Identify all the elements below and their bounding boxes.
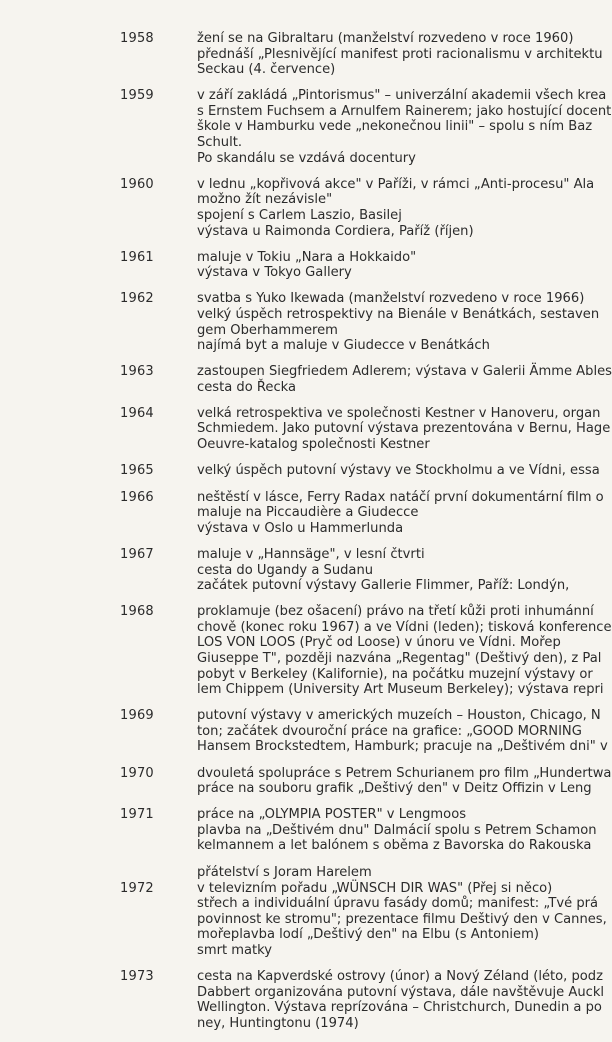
entry-year-label: 1960 <box>120 176 154 192</box>
entry-year <box>0 490 160 506</box>
entry-text <box>160 88 611 166</box>
entry-year <box>0 88 160 104</box>
entry-text-line: výstava v Tokyo Gallery <box>197 265 352 281</box>
entry-year-label: 1965 <box>120 463 154 479</box>
entry-text-line: práce na „OLYMPIA POSTER" v Lengmoos <box>197 807 467 823</box>
entry-text-line: Schmiedem. Jako putovní výstava prezentována v Bernu, Hage <box>197 421 611 437</box>
chronology-entry <box>0 463 600 479</box>
entry-year-label: 1958 <box>120 31 154 46</box>
entry-text-line: přednáší „Plesnivějící manifest proti racionalismu v architektu <box>197 46 603 62</box>
entry-text-line: maluje v „Hannsäge", v lesní čtvrti <box>197 546 425 562</box>
chronology-entry <box>0 291 600 353</box>
entry-year <box>0 547 160 563</box>
entry-year <box>0 463 160 479</box>
entry-text-line: v září zakládá „Pintorismus" – univerzální akademii všech krea <box>197 88 607 104</box>
entry-text-line: začátek putovní výstavy Gallerie Flimmer, Paříž: Londýn, <box>197 578 570 594</box>
entry-text-line: ney, Huntingtonu (1974) <box>197 1015 359 1031</box>
entry-year <box>0 177 160 193</box>
entry-text-line: Po skandálu se vzdává docentury <box>197 150 416 166</box>
entry-text-line: přátelství s Joram Harelem <box>197 864 372 880</box>
entry-text-line: cesta na Kapverdské ostrovy (únor) a Nový Zéland (léto, podz <box>197 969 603 984</box>
entry-text-line: v televizním pořadu „WÜNSCH DIR WAS" (Přej si něco) <box>197 880 553 896</box>
entry-text-line: lem Chippem (University Art Museum Berkeley); výstava repri <box>197 682 604 698</box>
entry-text <box>160 969 604 1031</box>
entry-text-line: škole v Hamburku vede „nekonečnou linii" – spolu s ním Baz <box>197 119 593 135</box>
entry-text-line: neštěstí v lásce, Ferry Radax natáčí první dokumentární film o <box>197 489 604 505</box>
entry-text <box>160 604 612 698</box>
entry-year-label: 1964 <box>120 405 154 421</box>
entry-year-label: 1970 <box>120 765 154 781</box>
entry-text-line: velký úspěch retrospektivy na Bienále v Benátkách, sestaven <box>197 306 600 322</box>
entry-text-line: pobyt v Berkeley (Kalifornie), na počátku muzejní výstavy or <box>197 666 593 682</box>
entry-year <box>0 364 160 380</box>
entry-text <box>160 547 600 594</box>
chronology-entry <box>0 708 608 755</box>
chronology-list <box>0 31 612 1042</box>
entry-text-line: práce na souboru grafik „Deštivý den" v Deitz Offizin v Leng <box>197 781 592 797</box>
entry-year-label: 1971 <box>120 807 154 823</box>
entry-text-line: dvouletá spolupráce s Petrem Schurianem pro film „Hundertwa <box>197 765 612 781</box>
entry-year-label: 1973 <box>120 969 154 984</box>
entry-text-line: velký úspěch putovní výstavy ve Stockholmu a ve Vídni, essa <box>197 463 600 479</box>
entry-text-line: povinnost ke stromu"; prezentace filmu Deštivý den v Cannes, <box>197 911 607 927</box>
entry-year-label: 1968 <box>120 604 154 620</box>
entry-text <box>160 364 612 395</box>
entry-year <box>0 604 160 620</box>
entry-year <box>0 969 160 985</box>
entry-text-line: proklamuje (bez ošacení) právo na třetí kůži proti inhumánní <box>197 604 594 620</box>
entry-year-label: 1961 <box>120 249 154 265</box>
entry-text-line: najímá byt a maluje v Giudecce v Benátkách <box>197 338 490 354</box>
entry-text-line: smrt matky <box>197 942 273 958</box>
entry-year <box>0 250 160 266</box>
entry-text-line: výstava u Raimonda Cordiera, Paříž (říjen) <box>197 223 474 239</box>
entry-text-line: gem Oberhammerem <box>197 322 338 338</box>
entry-text <box>160 406 610 453</box>
entry-text <box>160 291 600 353</box>
entry-year <box>0 881 160 897</box>
entry-text-line: cesta do Ugandy a Sudanu <box>197 562 374 578</box>
entry-year-label: 1969 <box>120 708 154 724</box>
entry-text-line: LOS VON LOOS (Pryč od Loose) v únoru ve Vídni. Mořep <box>197 635 561 651</box>
entry-year <box>0 708 160 724</box>
entry-year <box>0 865 160 881</box>
chronology-entry <box>0 489 604 537</box>
chronology-entry <box>0 547 600 594</box>
entry-text-line: výstava v Oslo u Hammerlunda <box>197 520 404 536</box>
entry-text-line: cesta do Řecka <box>197 379 297 395</box>
chronology-entry <box>0 604 612 698</box>
entry-year-label: 1963 <box>120 364 154 380</box>
entry-year-label: 1966 <box>120 489 154 505</box>
chronology-entry <box>0 364 612 395</box>
entry-year-label: 1959 <box>120 88 154 104</box>
entry-text <box>160 881 607 959</box>
entry-text <box>160 31 603 78</box>
chronology-entry <box>0 177 600 239</box>
entry-year <box>0 766 160 782</box>
entry-text-line: plavba na „Deštivém dnu" Dalmácií spolu s Petrem Schamon <box>197 822 597 838</box>
entry-year-label: 1972 <box>120 880 154 896</box>
chronology-entry <box>0 765 612 797</box>
entry-year <box>0 31 160 47</box>
entry-text-line: Wellington. Výstava reprízována – Christchurch, Dunedin a po <box>197 1000 602 1016</box>
entry-text-line: žení se na Gibraltaru (manželství rozvedeno v roce 1960) <box>197 31 574 46</box>
entry-text-line: svatba s Yuko Ikewada (manželství rozvedeno v roce 1966) <box>197 291 585 307</box>
entry-text <box>160 177 600 239</box>
entry-text <box>160 766 611 797</box>
entry-text-line: ton; začátek dvouroční práce na grafice: „GOOD MORNING <box>197 723 582 739</box>
entry-text-line: maluje na Piccaudière a Giudecce <box>197 505 419 521</box>
entry-text-line: mořeplavba lodí „Deštivý den" na Elbu (s Antoniem) <box>197 927 539 943</box>
chronology-entry <box>0 31 603 78</box>
entry-text-line: spojení s Carlem Laszio, Basilej <box>197 207 402 223</box>
chronology-entry <box>0 969 605 1031</box>
entry-text <box>160 708 608 755</box>
entry-text-line: Seckau (4. července) <box>197 62 336 78</box>
chronology-entry <box>0 807 600 854</box>
entry-text-line: Schult. <box>197 135 243 151</box>
entry-text <box>160 463 600 479</box>
entry-text-line: možno žít nezávisle" <box>197 192 333 208</box>
chronology-entry <box>0 250 600 281</box>
entry-text-line: velká retrospektiva ve společnosti Kestner v Hanoveru, organ <box>197 405 601 421</box>
entry-text-line: s Ernstem Fuchsem a Arnulfem Rainerem; jako hostující docent <box>197 103 612 119</box>
entry-text <box>160 865 600 881</box>
chronology-entry <box>0 880 607 959</box>
entry-year <box>0 807 160 823</box>
chronology-entry <box>0 88 612 166</box>
chronology-entry <box>0 405 611 453</box>
entry-text-line: chově (konec roku 1967) a ve Vídni (leden); tisková konference <box>197 619 612 635</box>
chronology-entry <box>0 865 600 881</box>
entry-text-line: střech a individuální úpravu fasády domů; manifest: „Tvé prá <box>197 896 599 912</box>
entry-text-line: kelmannem a let balónem s oběma z Bavorska do Rakouska <box>197 838 592 854</box>
entry-year-label: 1967 <box>120 546 154 562</box>
entry-text-line: Hansem Brockstedtem, Hamburk; pracuje na „Deštivém dni" v <box>197 739 608 755</box>
entry-text-line: putovní výstavy v amerických muzeích – Houston, Chicago, N <box>197 708 601 724</box>
entry-year <box>0 291 160 307</box>
entry-year <box>0 406 160 422</box>
entry-text <box>160 250 600 281</box>
entry-year-label: 1962 <box>120 291 154 307</box>
entry-text <box>160 807 600 854</box>
entry-text-line: zastoupen Siegfriedem Adlerem; výstava v Galerii Ämme Ables <box>197 364 612 380</box>
entry-text-line: maluje v Tokiu „Nara a Hokkaido" <box>197 249 417 265</box>
entry-text <box>160 490 604 537</box>
entry-text-line: Oeuvre-katalog společnosti Kestner <box>197 437 430 453</box>
entry-text-line: v lednu „kopřivová akce" v Paříži, v rámci „Anti-procesu" Ala <box>197 176 595 192</box>
entry-text-line: Giuseppe T", později nazvána „Regentag" (Deštivý den), z Pal <box>197 651 602 666</box>
entry-text-line: Dabbert organizována putovní výstava, dále navštěvuje Auckl <box>197 984 605 1000</box>
